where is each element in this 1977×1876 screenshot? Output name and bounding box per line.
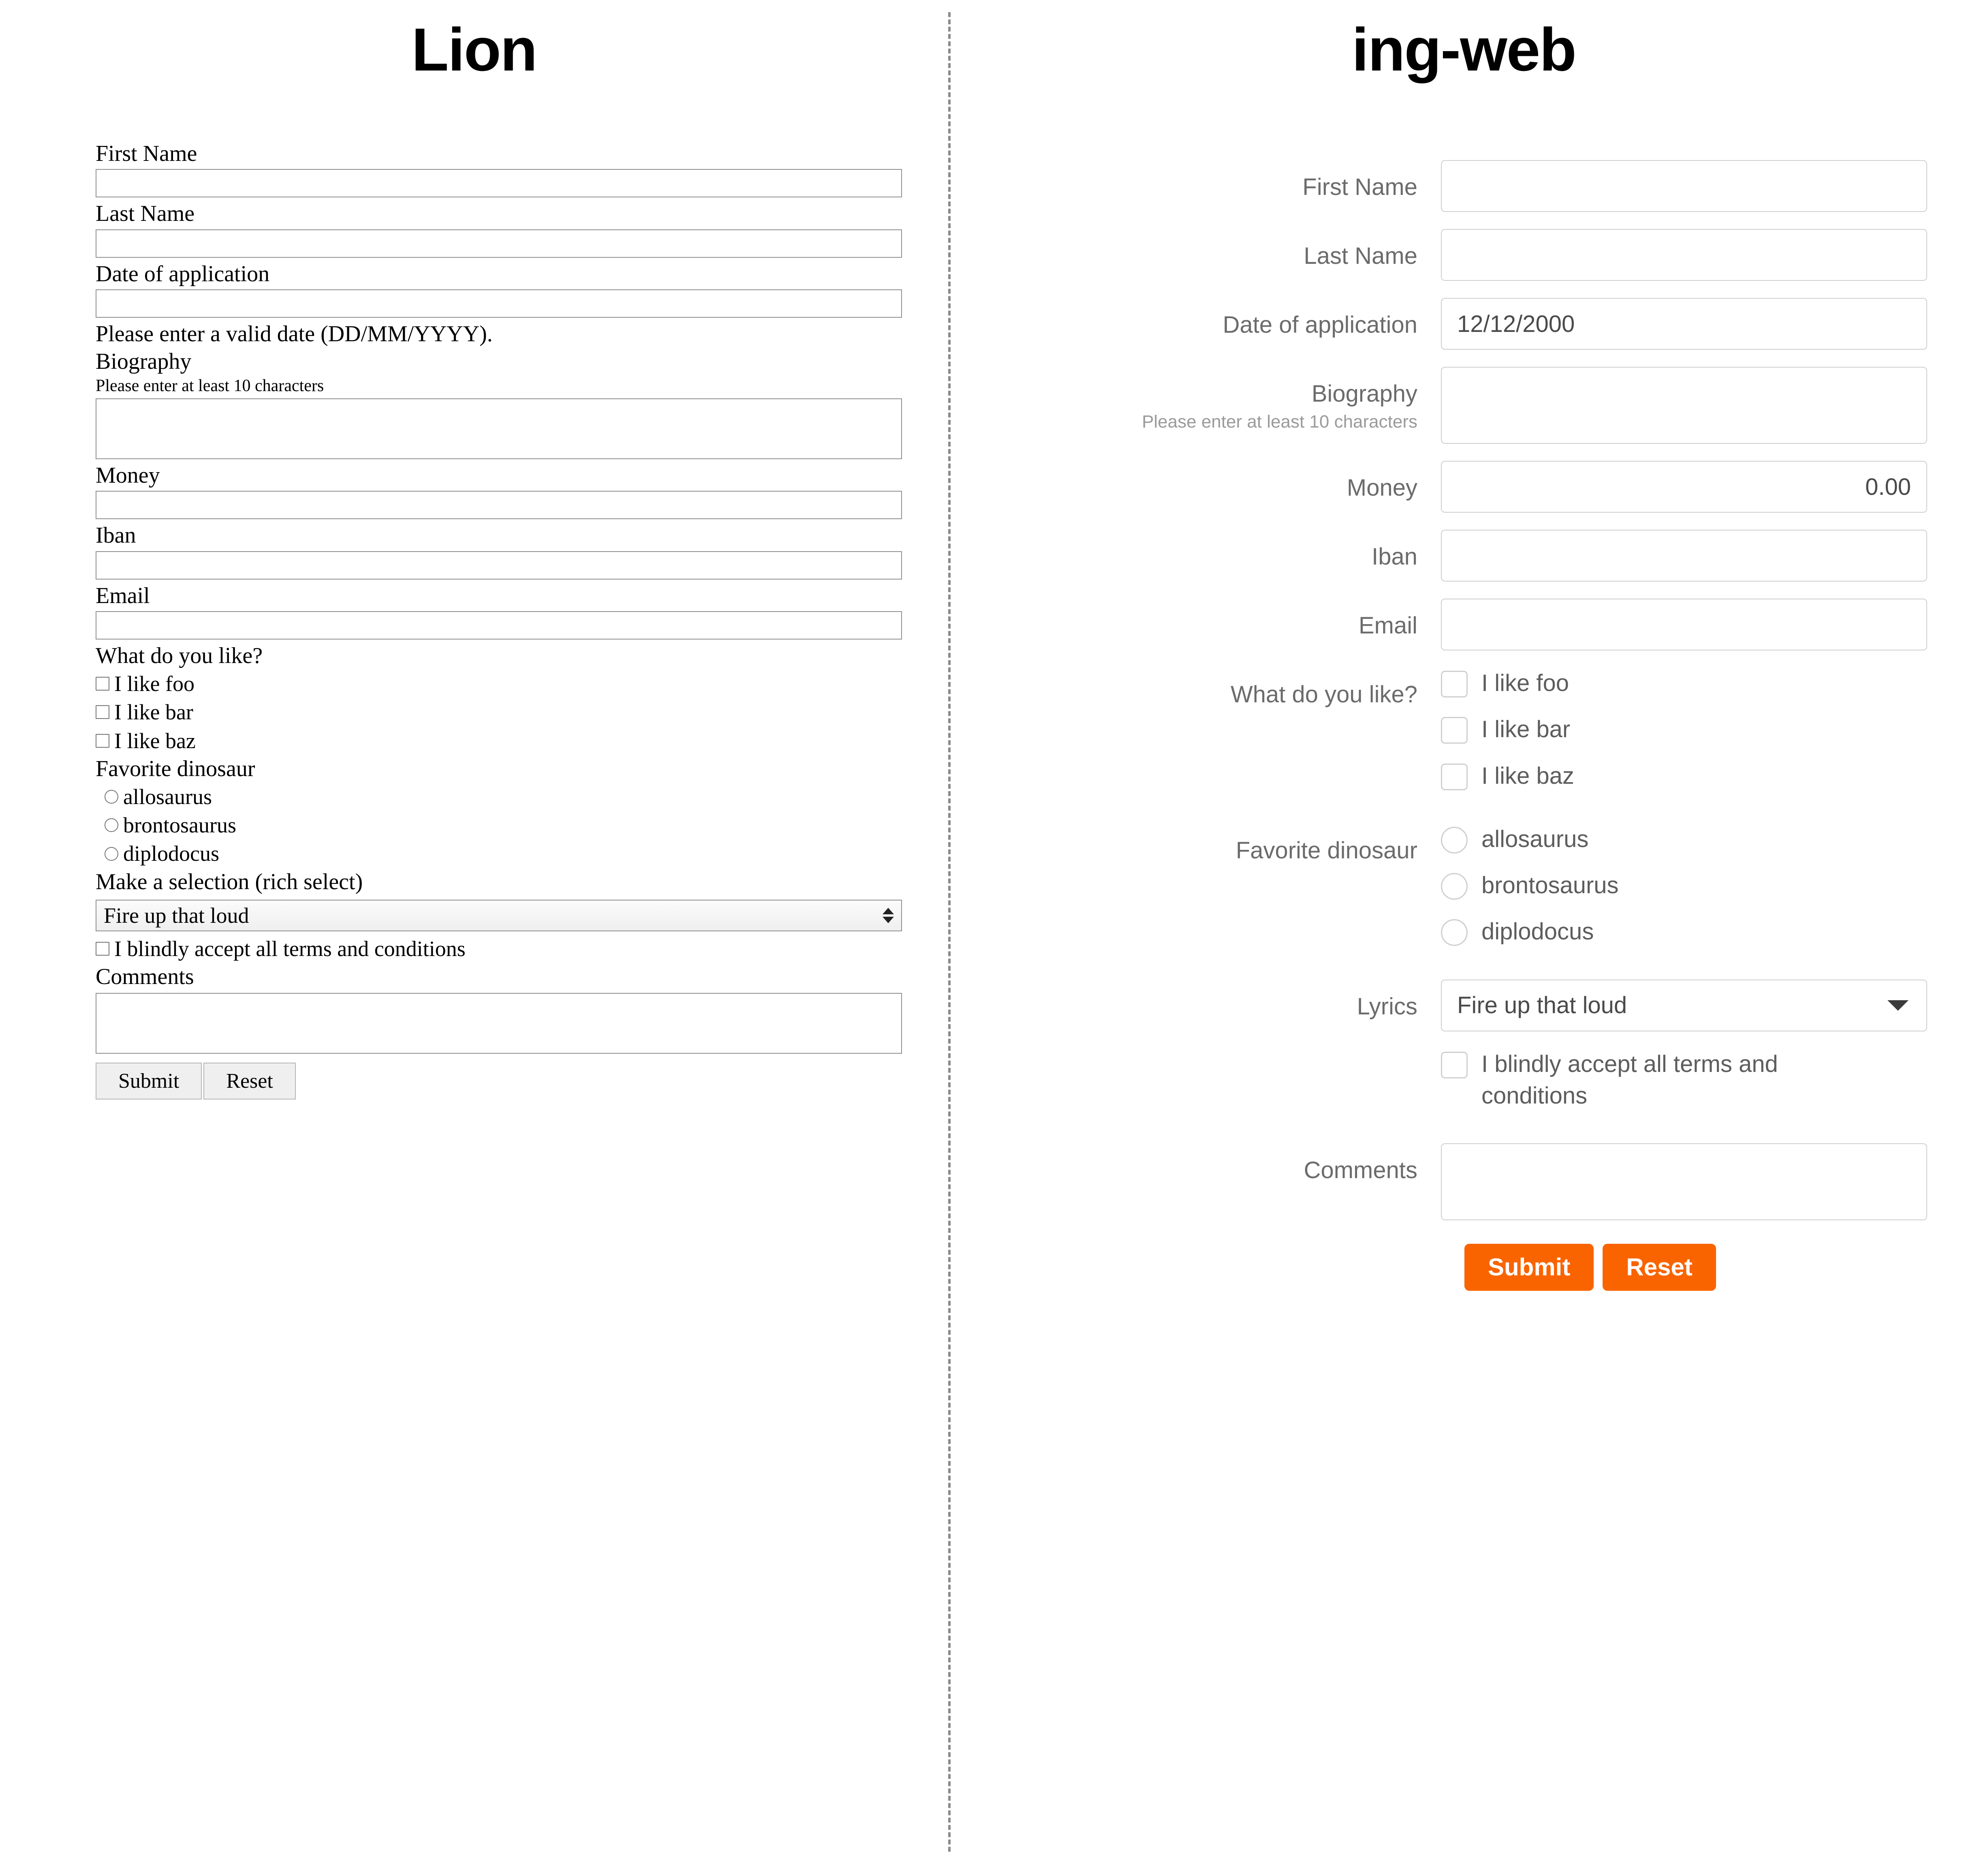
ing-comments-label-col xyxy=(999,1143,1441,1184)
native-checkbox-bar[interactable] xyxy=(96,698,906,726)
ing-terms-checkbox[interactable] xyxy=(1441,1048,1927,1112)
ing-select-value: Fire up that loud xyxy=(1457,992,1627,1019)
ing-money-label: Money xyxy=(1346,475,1417,501)
page-title-right: ing-web xyxy=(1352,15,1576,83)
native-iban-label: Iban xyxy=(96,523,136,548)
radio-icon[interactable] xyxy=(1441,919,1468,946)
native-submit-button[interactable]: Submit xyxy=(96,1063,202,1100)
ing-biography-label-col xyxy=(999,367,1441,432)
ing-email-label-col xyxy=(999,599,1441,640)
ing-last-name-label-col xyxy=(999,229,1441,270)
ing-checkbox-foo-label: I like foo xyxy=(1481,670,1569,696)
radio-icon[interactable] xyxy=(105,847,118,861)
native-radio-diplodocus-label: diplodocus xyxy=(123,841,219,866)
native-select[interactable] xyxy=(96,900,902,931)
ing-first-name-label: First Name xyxy=(1302,174,1417,200)
checkbox-icon[interactable] xyxy=(96,705,109,719)
ing-email-row xyxy=(999,599,1977,650)
native-first-name-input[interactable] xyxy=(96,169,902,197)
ing-last-name-row xyxy=(999,229,1977,281)
ing-lyrics-select[interactable] xyxy=(1441,980,1927,1031)
native-biography-help: Please enter at least 10 characters xyxy=(96,376,324,395)
ing-checkbox-bar-label: I like bar xyxy=(1481,716,1571,743)
ing-biography-row xyxy=(999,367,1977,444)
ing-date-field-col xyxy=(1441,298,1927,350)
ing-iban-label: Iban xyxy=(1372,543,1417,570)
ing-terms-label-col xyxy=(999,1048,1441,1062)
ing-pane xyxy=(951,0,1977,1876)
checkbox-icon[interactable] xyxy=(96,677,109,691)
ing-iban-field-col xyxy=(1441,530,1927,582)
checkbox-icon[interactable] xyxy=(1441,1052,1468,1078)
checkbox-icon[interactable] xyxy=(1441,717,1468,744)
ing-biography-help: Please enter at least 10 characters xyxy=(1142,411,1417,432)
native-checkbox-group-legend: What do you like? xyxy=(96,643,263,668)
native-radio-brontosaurus-label: brontosaurus xyxy=(123,813,236,838)
ing-reset-button[interactable]: Reset xyxy=(1603,1244,1716,1291)
ing-radio-group-row xyxy=(999,824,1977,963)
ing-select-label-col xyxy=(999,980,1441,1020)
native-checkbox-bar-label: I like bar xyxy=(114,700,193,725)
chevron-down-icon[interactable] xyxy=(1887,1000,1909,1011)
spinner-arrows-icon[interactable] xyxy=(883,908,894,923)
ing-iban-input[interactable] xyxy=(1441,530,1927,582)
ing-iban-row xyxy=(999,530,1977,582)
native-date-label: Date of application xyxy=(96,261,270,287)
ing-checkbox-group-row xyxy=(999,667,1977,806)
native-money-input[interactable] xyxy=(96,491,902,519)
ing-select-label: Lyrics xyxy=(1357,993,1417,1020)
native-iban-input[interactable] xyxy=(96,551,902,580)
ing-button-bar xyxy=(1441,1244,1977,1291)
ing-select-field-col xyxy=(1441,980,1927,1031)
ing-email-input[interactable] xyxy=(1441,599,1927,650)
ing-terms-field-col xyxy=(1441,1048,1927,1127)
ing-radio-group-legend: Favorite dinosaur xyxy=(1235,837,1417,864)
native-radio-allosaurus[interactable] xyxy=(96,783,906,811)
ing-last-name-field-col xyxy=(1441,229,1927,281)
radio-icon[interactable] xyxy=(105,818,118,832)
ing-checkbox-group-label-col xyxy=(999,667,1441,708)
native-radio-group-legend: Favorite dinosaur xyxy=(96,756,255,781)
ing-last-name-label: Last Name xyxy=(1304,243,1417,269)
ing-comments-row xyxy=(999,1143,1977,1220)
native-checkbox-baz[interactable] xyxy=(96,727,906,755)
native-checkbox-foo-label: I like foo xyxy=(114,672,194,696)
native-date-input[interactable] xyxy=(96,289,902,318)
native-money-label: Money xyxy=(96,462,160,488)
native-pane xyxy=(0,0,948,1876)
native-radio-diplodocus[interactable] xyxy=(96,839,906,868)
ing-checkbox-group-legend: What do you like? xyxy=(1230,681,1417,708)
ing-terms-row xyxy=(999,1048,1977,1127)
native-first-name-label: First Name xyxy=(96,141,197,166)
ing-date-label: Date of application xyxy=(1223,312,1417,338)
checkbox-icon[interactable] xyxy=(96,734,109,748)
ing-checkbox-group-field-col xyxy=(1441,667,1927,806)
ing-last-name-input[interactable] xyxy=(1441,229,1927,281)
ing-money-label-col xyxy=(999,461,1441,502)
ing-checkbox-foo[interactable] xyxy=(1441,667,1927,699)
ing-checkbox-baz[interactable] xyxy=(1441,760,1927,792)
ing-money-row xyxy=(999,461,1977,513)
ing-radio-brontosaurus[interactable] xyxy=(1441,870,1927,901)
native-select-value: Fire up that loud xyxy=(104,903,249,928)
ing-radio-group-label-col xyxy=(999,824,1441,864)
native-biography-textarea[interactable] xyxy=(96,398,902,459)
ing-radio-diplodocus[interactable] xyxy=(1441,916,1927,948)
ing-select-row xyxy=(999,980,1977,1031)
ing-date-input[interactable]: 12/12/2000 xyxy=(1441,298,1927,350)
ing-radio-allosaurus[interactable] xyxy=(1441,824,1927,855)
native-radio-brontosaurus[interactable] xyxy=(96,811,906,839)
checkbox-icon[interactable] xyxy=(1441,764,1468,790)
native-reset-button[interactable]: Reset xyxy=(203,1063,296,1100)
ing-date-row xyxy=(999,298,1977,350)
native-biography-label: Biography xyxy=(96,349,192,374)
native-comments-label: Comments xyxy=(96,964,194,990)
radio-icon[interactable] xyxy=(1441,873,1468,900)
ing-terms-label: I blindly accept all terms and conditions xyxy=(1481,1050,1778,1109)
native-terms-checkbox[interactable] xyxy=(96,935,906,963)
native-checkbox-foo[interactable] xyxy=(96,670,906,698)
ing-first-name-row xyxy=(999,160,1977,212)
native-last-name-label: Last Name xyxy=(96,201,195,227)
ing-checkbox-bar[interactable] xyxy=(1441,714,1927,745)
ing-biography-label: Biography xyxy=(1311,381,1417,407)
native-select-label: Make a selection (rich select) xyxy=(96,869,363,894)
ing-biography-field-col xyxy=(1441,367,1927,444)
radio-icon[interactable] xyxy=(105,790,118,804)
ing-comments-textarea[interactable] xyxy=(1441,1143,1927,1220)
native-radio-allosaurus-label: allosaurus xyxy=(123,785,212,809)
native-checkbox-baz-label: I like baz xyxy=(114,728,196,753)
page-title-left: Lion xyxy=(411,15,537,83)
ing-checkbox-baz-label: I like baz xyxy=(1481,762,1574,789)
native-last-name-input[interactable] xyxy=(96,229,902,258)
native-email-input[interactable] xyxy=(96,611,902,640)
ing-radio-group-field-col xyxy=(1441,824,1927,963)
ing-email-field-col xyxy=(1441,599,1927,650)
ing-money-input[interactable]: 0.00 xyxy=(1441,461,1927,513)
ing-date-label-col xyxy=(999,298,1441,339)
ing-iban-label-col xyxy=(999,530,1441,571)
ing-comments-field-col xyxy=(1441,1143,1927,1220)
ing-email-label: Email xyxy=(1358,612,1417,639)
ing-first-name-label-col xyxy=(999,160,1441,201)
checkbox-icon[interactable] xyxy=(96,942,109,956)
ing-first-name-field-col xyxy=(1441,160,1927,212)
radio-icon[interactable] xyxy=(1441,827,1468,854)
ing-money-field-col xyxy=(1441,461,1927,513)
native-date-help: Please enter a valid date (DD/MM/YYYY). xyxy=(96,321,493,347)
ing-biography-textarea[interactable] xyxy=(1441,367,1927,444)
ing-radio-diplodocus-label: diplodocus xyxy=(1481,918,1594,945)
ing-radio-allosaurus-label: allosaurus xyxy=(1481,826,1589,852)
ing-first-name-input[interactable] xyxy=(1441,160,1927,212)
ing-radio-brontosaurus-label: brontosaurus xyxy=(1481,872,1619,899)
ing-form xyxy=(951,160,1977,1291)
native-button-bar xyxy=(96,1063,906,1100)
native-email-label: Email xyxy=(96,583,150,608)
ing-comments-label: Comments xyxy=(1304,1157,1417,1184)
ing-submit-button[interactable]: Submit xyxy=(1464,1244,1594,1291)
native-form xyxy=(96,140,906,1100)
checkbox-icon[interactable] xyxy=(1441,671,1468,697)
native-comments-textarea[interactable] xyxy=(96,993,902,1054)
native-terms-label: I blindly accept all terms and conditions xyxy=(114,936,466,961)
